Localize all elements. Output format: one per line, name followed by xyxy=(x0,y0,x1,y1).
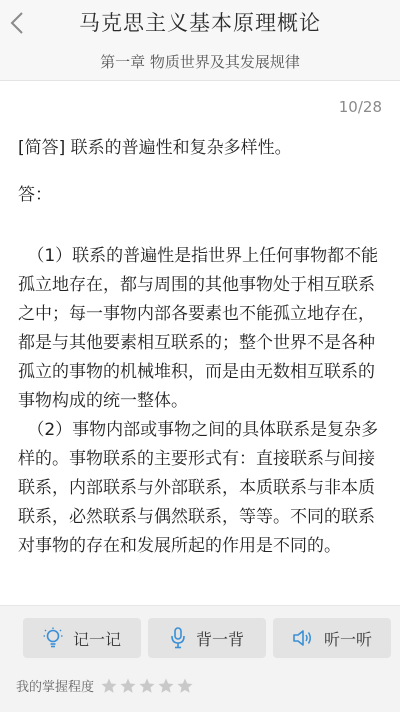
listen-label: 听一听 xyxy=(323,629,372,649)
chapter-subtitle: 第一章 物质世界及其发展规律 xyxy=(100,53,300,71)
answer-paragraph: （1）联系的普遍性是指世界上任何事物都不能孤立地存在，都与周围的其他事物处于相互联系之中；每一事物内部各要素也不能孤立地存在，都是与其他要素相互联系的；整个世界不是各种孤立的事物的机械堆积，而是由无数相互联系的事物构成的统一整体。 xyxy=(18,246,379,411)
star-icon[interactable] xyxy=(100,677,118,695)
header-bar xyxy=(0,0,400,81)
recite-label: 背一背 xyxy=(195,629,244,649)
star-icon[interactable] xyxy=(176,677,194,695)
answer-label: 答： xyxy=(18,185,52,205)
speaker-icon xyxy=(292,628,314,648)
question-text: [简答] 联系的普遍性和复杂多样性。 xyxy=(18,138,292,158)
lightbulb-icon xyxy=(43,627,63,649)
bottom-toolbar xyxy=(0,605,400,712)
star-rating[interactable] xyxy=(100,677,194,695)
page-indicator: 10/28 xyxy=(338,98,382,116)
mastery-label: 我的掌握程度 xyxy=(16,680,95,695)
star-icon[interactable] xyxy=(157,677,175,695)
listen-button[interactable] xyxy=(273,618,391,658)
question-content[interactable] xyxy=(0,80,400,605)
recite-button[interactable] xyxy=(148,618,266,658)
answer-paragraph: （2）事物内部或事物之间的具体联系是复杂多样的。事物联系的主要形式有：直接联系与间接联系，内部联系与外部联系，本质联系与非本质联系，必然联系与偶然联系，等等。不同的联系对事物的存在和发展所起的作用是不同的。 xyxy=(18,420,379,556)
memo-label: 记一记 xyxy=(72,629,121,649)
page-title: 马克思主义基本原理概论 xyxy=(79,11,321,35)
star-icon[interactable] xyxy=(138,677,156,695)
memo-button[interactable] xyxy=(23,618,141,658)
answer-body xyxy=(18,242,386,561)
mastery-rating xyxy=(16,676,194,695)
star-icon[interactable] xyxy=(119,677,137,695)
microphone-icon xyxy=(170,627,186,649)
